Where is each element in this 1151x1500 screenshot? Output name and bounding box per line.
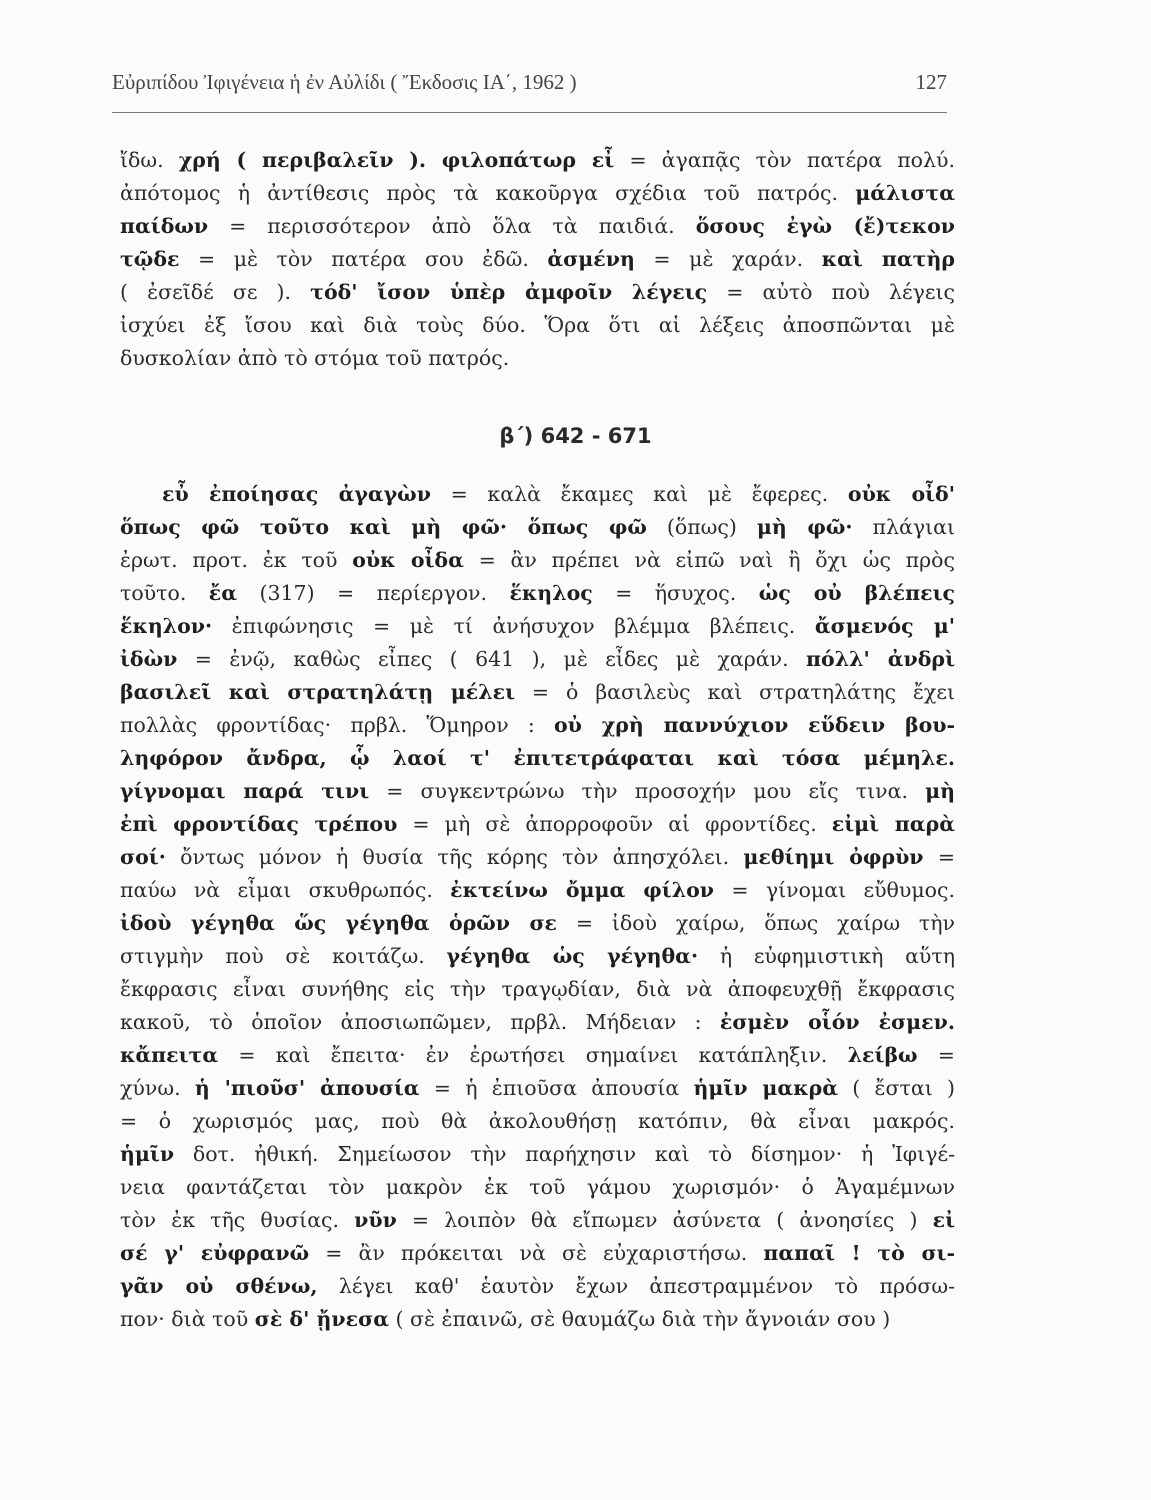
- running-header-title: Εὐριπίδου Ἰφιγένεια ἡ ἐν Αὐλίδι ( Ἔκδοσις ΙΑ΄, 1962 ): [112, 70, 577, 94]
- gloss-text: ( σὲ ἐπαινῶ, σὲ θαυμάζω διὰ τὴν ἄγνοιάν σου ): [389, 1307, 891, 1331]
- lemma-bold: ἰδὼν: [120, 647, 178, 671]
- lemma-bold: σὲ δ' ᾔνεσα: [254, 1307, 389, 1331]
- gloss-text: = ἰδοὺ χαίρω, ὅπως χαίρω τὴν: [557, 911, 955, 935]
- lemma-bold: τόδ' ἴσον ὑπὲρ ἀμφοῖν λέγεις: [310, 280, 708, 304]
- gloss-text: χύνω.: [120, 1076, 195, 1100]
- gloss-text: = ἐνῷ, καθὼς εἶπες ( 641 ), μὲ εἶδες μὲ χαράν.: [177, 647, 807, 671]
- gloss-text: τὸν ἐκ τῆς θυσίας.: [120, 1208, 355, 1232]
- lemma-bold: οὐκ οἶδ': [847, 482, 955, 506]
- text-line: [120, 610, 955, 643]
- running-header: [112, 70, 947, 95]
- lemma-bold: καὶ πατὴρ: [821, 247, 955, 271]
- text-line: [120, 1039, 955, 1072]
- text-line: [120, 907, 955, 940]
- gloss-text: = περισσότερον ἀπὸ ὅλα τὰ παιδιά.: [208, 214, 696, 238]
- text-line: [120, 1138, 955, 1171]
- lemma-bold: ἔα: [208, 581, 238, 605]
- page-number: 127: [915, 70, 947, 94]
- lemma-bold: τῷδε: [120, 247, 180, 271]
- lemma-bold: ἕκηλος: [509, 581, 593, 605]
- text-line: [120, 1171, 955, 1204]
- text-line: [120, 874, 955, 907]
- lemma-bold: μάλιστα: [855, 181, 955, 205]
- lemma-bold: ἐπὶ φροντίδας τρέπου: [120, 812, 398, 836]
- lemma-bold: ἐκτείνω ὄμμα φίλον: [450, 878, 714, 902]
- lemma-bold: κἄπειτα: [120, 1043, 219, 1067]
- lemma-bold: ἄσμενός μ': [814, 614, 956, 638]
- header-rule: [112, 112, 947, 113]
- gloss-text: = συγκεντρώνω τὴν προσοχήν μου εἴς τινα.: [369, 779, 926, 803]
- lemma-bold: βασιλεῖ καὶ στρατηλάτῃ μέλει: [120, 680, 515, 704]
- lemma-bold: οὐ χρὴ παννύχιον εὕδειν βου-: [554, 713, 956, 737]
- gloss-text: ἡ εὐφημιστικὴ αὕτη: [698, 944, 955, 968]
- gloss-text: = ἀγαπᾷς τὸν πατέρα πολύ.: [614, 148, 955, 172]
- lemma-bold: εὖ ἐποίησας ἀγαγὼν: [162, 482, 431, 506]
- lemma-bold: μὴ φῶ·: [756, 515, 853, 539]
- gloss-text: = μὴ σὲ ἀπορροφοῦν αἱ φροντίδες.: [397, 812, 832, 836]
- gloss-text: ἔκφρασις εἶναι συνήθης εἰς τὴν τραγῳδίαν, διὰ νὰ ἀποφευχθῇ ἔκφρασις: [120, 977, 955, 1001]
- lemma-bold: ληφόρον ἄνδρα, ᾧ λαοί τ' ἐπιτετράφαται καὶ τόσα μέμηλε.: [120, 746, 955, 770]
- section-heading: β΄) 642 - 671: [499, 424, 652, 448]
- text-line: [120, 478, 955, 511]
- gloss-text: δυσκολίαν ἀπὸ τὸ στόμα τοῦ πατρός.: [120, 346, 510, 370]
- lemma-bold: χρή ( περιβαλεῖν ). φιλοπάτωρ εἶ: [178, 148, 615, 172]
- gloss-text: ἐρωτ. προτ. ἐκ τοῦ: [120, 548, 353, 572]
- lemma-bold: παίδων: [120, 214, 209, 238]
- gloss-text: = ὁ βασιλεὺς καὶ στρατηλάτης ἔχει: [515, 680, 955, 704]
- gloss-text: = αὐτὸ ποὺ λέγεις: [707, 280, 955, 304]
- gloss-text: = ἂν πρόκειται νὰ σὲ εὐχαριστήσω.: [309, 1241, 764, 1265]
- text-line: [120, 676, 955, 709]
- text-line: [120, 144, 955, 177]
- lemma-bold: ἀσμένη: [547, 247, 635, 271]
- gloss-text: = ἥσυχος.: [592, 581, 759, 605]
- gloss-text: = ὁ χωρισμός μας, ποὺ θὰ ἀκολουθήσῃ κατόπιν, θὰ εἶναι μακρός.: [120, 1109, 955, 1133]
- gloss-text: = ἡ ἐπιοῦσα ἀπουσία: [419, 1076, 694, 1100]
- lemma-bold: γᾶν οὐ σθένω,: [120, 1274, 318, 1298]
- text-line: [120, 1270, 955, 1303]
- lemma-bold: οὐκ οἶδα: [352, 548, 464, 572]
- text-line: [120, 1105, 955, 1138]
- text-line: [120, 742, 955, 775]
- text-line: [120, 775, 955, 808]
- text-line: [120, 177, 955, 210]
- gloss-text: ἀπότομος ἡ ἀντίθεσις πρὸς τὰ κακοῦργα σχέδια τοῦ πατρός.: [120, 181, 856, 205]
- text-line: [120, 511, 955, 544]
- text-line: [120, 709, 955, 742]
- lemma-bold: λείβω: [847, 1043, 918, 1067]
- lemma-bold: γέγηθα ὡς γέγηθα·: [446, 944, 699, 968]
- gloss-text: ὄντως μόνον ἡ θυσία τῆς κόρης τὸν ἀπησχόλει.: [165, 845, 744, 869]
- lemma-bold: μὴ: [925, 779, 956, 803]
- text-line: [120, 210, 955, 243]
- text-line: [120, 577, 955, 610]
- lemma-bold: ἡμῖν: [120, 1142, 175, 1166]
- lemma-bold: μεθίημι ὀφρὺν: [743, 845, 924, 869]
- gloss-text: κακοῦ, τὸ ὁποῖον ἀποσιωπῶμεν, πρβλ. Μήδειαν :: [120, 1010, 720, 1034]
- gloss-text: ἐπιφώνησις = μὲ τί ἀνήσυχον βλέμμα βλέπεις.: [212, 614, 815, 638]
- lemma-bold: σέ γ' εὐφρανῶ: [120, 1241, 310, 1265]
- lemma-bold: ὅσους ἐγὼ (ἔ)τεκον: [695, 214, 955, 238]
- gloss-text: ἰσχύει ἐξ ἴσου καὶ διὰ τοὺς δύο. Ὅρα ὅτι αἱ λέξεις ἀποσπῶνται μὲ: [120, 313, 955, 337]
- text-line: [120, 1303, 955, 1336]
- gloss-text: τοῦτο.: [120, 581, 209, 605]
- gloss-text: δοτ. ἠθική. Σημείωσον τὴν παρήχησιν καὶ τὸ δίσημον· ἡ Ἰφιγέ-: [174, 1142, 955, 1166]
- gloss-text: λέγει καθ' ἑαυτὸν ἔχων ἀπεστραμμένον τὸ πρόσω-: [317, 1274, 955, 1298]
- text-line: [120, 643, 955, 676]
- text-line: [120, 808, 955, 841]
- text-line: [120, 940, 955, 973]
- gloss-text: ( ἔσται ): [837, 1076, 955, 1100]
- gloss-text: =: [923, 845, 955, 869]
- gloss-text: (ὅπως): [646, 515, 757, 539]
- gloss-text: = καὶ ἔπειτα· ἐν ἐρωτήσει σημαίνει κατάπληξιν.: [218, 1043, 848, 1067]
- gloss-text: πλάγιαι: [852, 515, 955, 539]
- lemma-bold: ἡ 'πιοῦσ' ἀπουσία: [194, 1076, 420, 1100]
- lemma-bold: παπαῖ ! τὸ σι-: [763, 1241, 955, 1265]
- gloss-text: (317) = περίεργον.: [237, 581, 510, 605]
- gloss-text: πολλὰς φροντίδας· πρβλ. Ὅμηρον :: [120, 713, 554, 737]
- lemma-bold: εἰμὶ παρὰ: [831, 812, 955, 836]
- lemma-bold: ὡς οὐ βλέπεις: [758, 581, 955, 605]
- lemma-bold: νῦν: [354, 1208, 397, 1232]
- lemma-bold: πόλλ' ἀνδρὶ: [806, 647, 955, 671]
- gloss-text: νεια φαντάζεται τὸν μακρὸν ἐκ τοῦ γάμου χωρισμόν· ὁ Ἀγαμέμνων: [120, 1175, 955, 1199]
- gloss-text: ἴδω.: [120, 148, 179, 172]
- text-line: [120, 276, 955, 309]
- text-line: [120, 841, 955, 874]
- commentary-paragraph-2: [120, 478, 955, 1336]
- text-line: [120, 1204, 955, 1237]
- lemma-bold: σοί·: [120, 845, 166, 869]
- text-line: [120, 342, 955, 375]
- lemma-bold: ἐσμὲν οἷόν ἐσμεν.: [719, 1010, 955, 1034]
- gloss-text: στιγμὴν ποὺ σὲ κοιτάζω.: [120, 944, 447, 968]
- lemma-bold: εἰ: [932, 1208, 955, 1232]
- lemma-bold: ἰδοὺ γέγηθα ὥς γέγηθα ὁρῶν σε: [120, 911, 558, 935]
- gloss-text: = ἂν πρέπει νὰ εἰπῶ ναὶ ἢ ὄχι ὡς πρὸς: [463, 548, 955, 572]
- text-line: [120, 309, 955, 342]
- text-line: [120, 1072, 955, 1105]
- lemma-bold: ἡμῖν μακρὰ: [693, 1076, 838, 1100]
- lemma-bold: ἕκηλον·: [120, 614, 213, 638]
- commentary-paragraph-1: [120, 144, 955, 375]
- gloss-text: = λοιπὸν θὰ εἴπωμεν ἀσύνετα ( ἀνοησίες ): [396, 1208, 933, 1232]
- text-line: [120, 544, 955, 577]
- text-line: [120, 1006, 955, 1039]
- gloss-text: =: [917, 1043, 955, 1067]
- text-line: [120, 973, 955, 1006]
- gloss-text: = γίνομαι εὔθυμος.: [714, 878, 956, 902]
- text-line: [120, 243, 955, 276]
- gloss-text: = μὲ τὸν πατέρα σου ἐδῶ.: [179, 247, 548, 271]
- text-line: [120, 1237, 955, 1270]
- lemma-bold: ὅπως φῶ τοῦτο καὶ μὴ φῶ· ὅπως φῶ: [120, 515, 647, 539]
- gloss-text: πον· διὰ τοῦ: [120, 1307, 255, 1331]
- lemma-bold: γίγνομαι παρά τινι: [120, 779, 370, 803]
- gloss-text: = μὲ χαράν.: [634, 247, 822, 271]
- gloss-text: παύω νὰ εἶμαι σκυθρωπός.: [120, 878, 451, 902]
- gloss-text: ( ἐσεῖδέ σε ).: [120, 280, 311, 304]
- gloss-text: = καλὰ ἔκαμες καὶ μὲ ἔφερες.: [430, 482, 848, 506]
